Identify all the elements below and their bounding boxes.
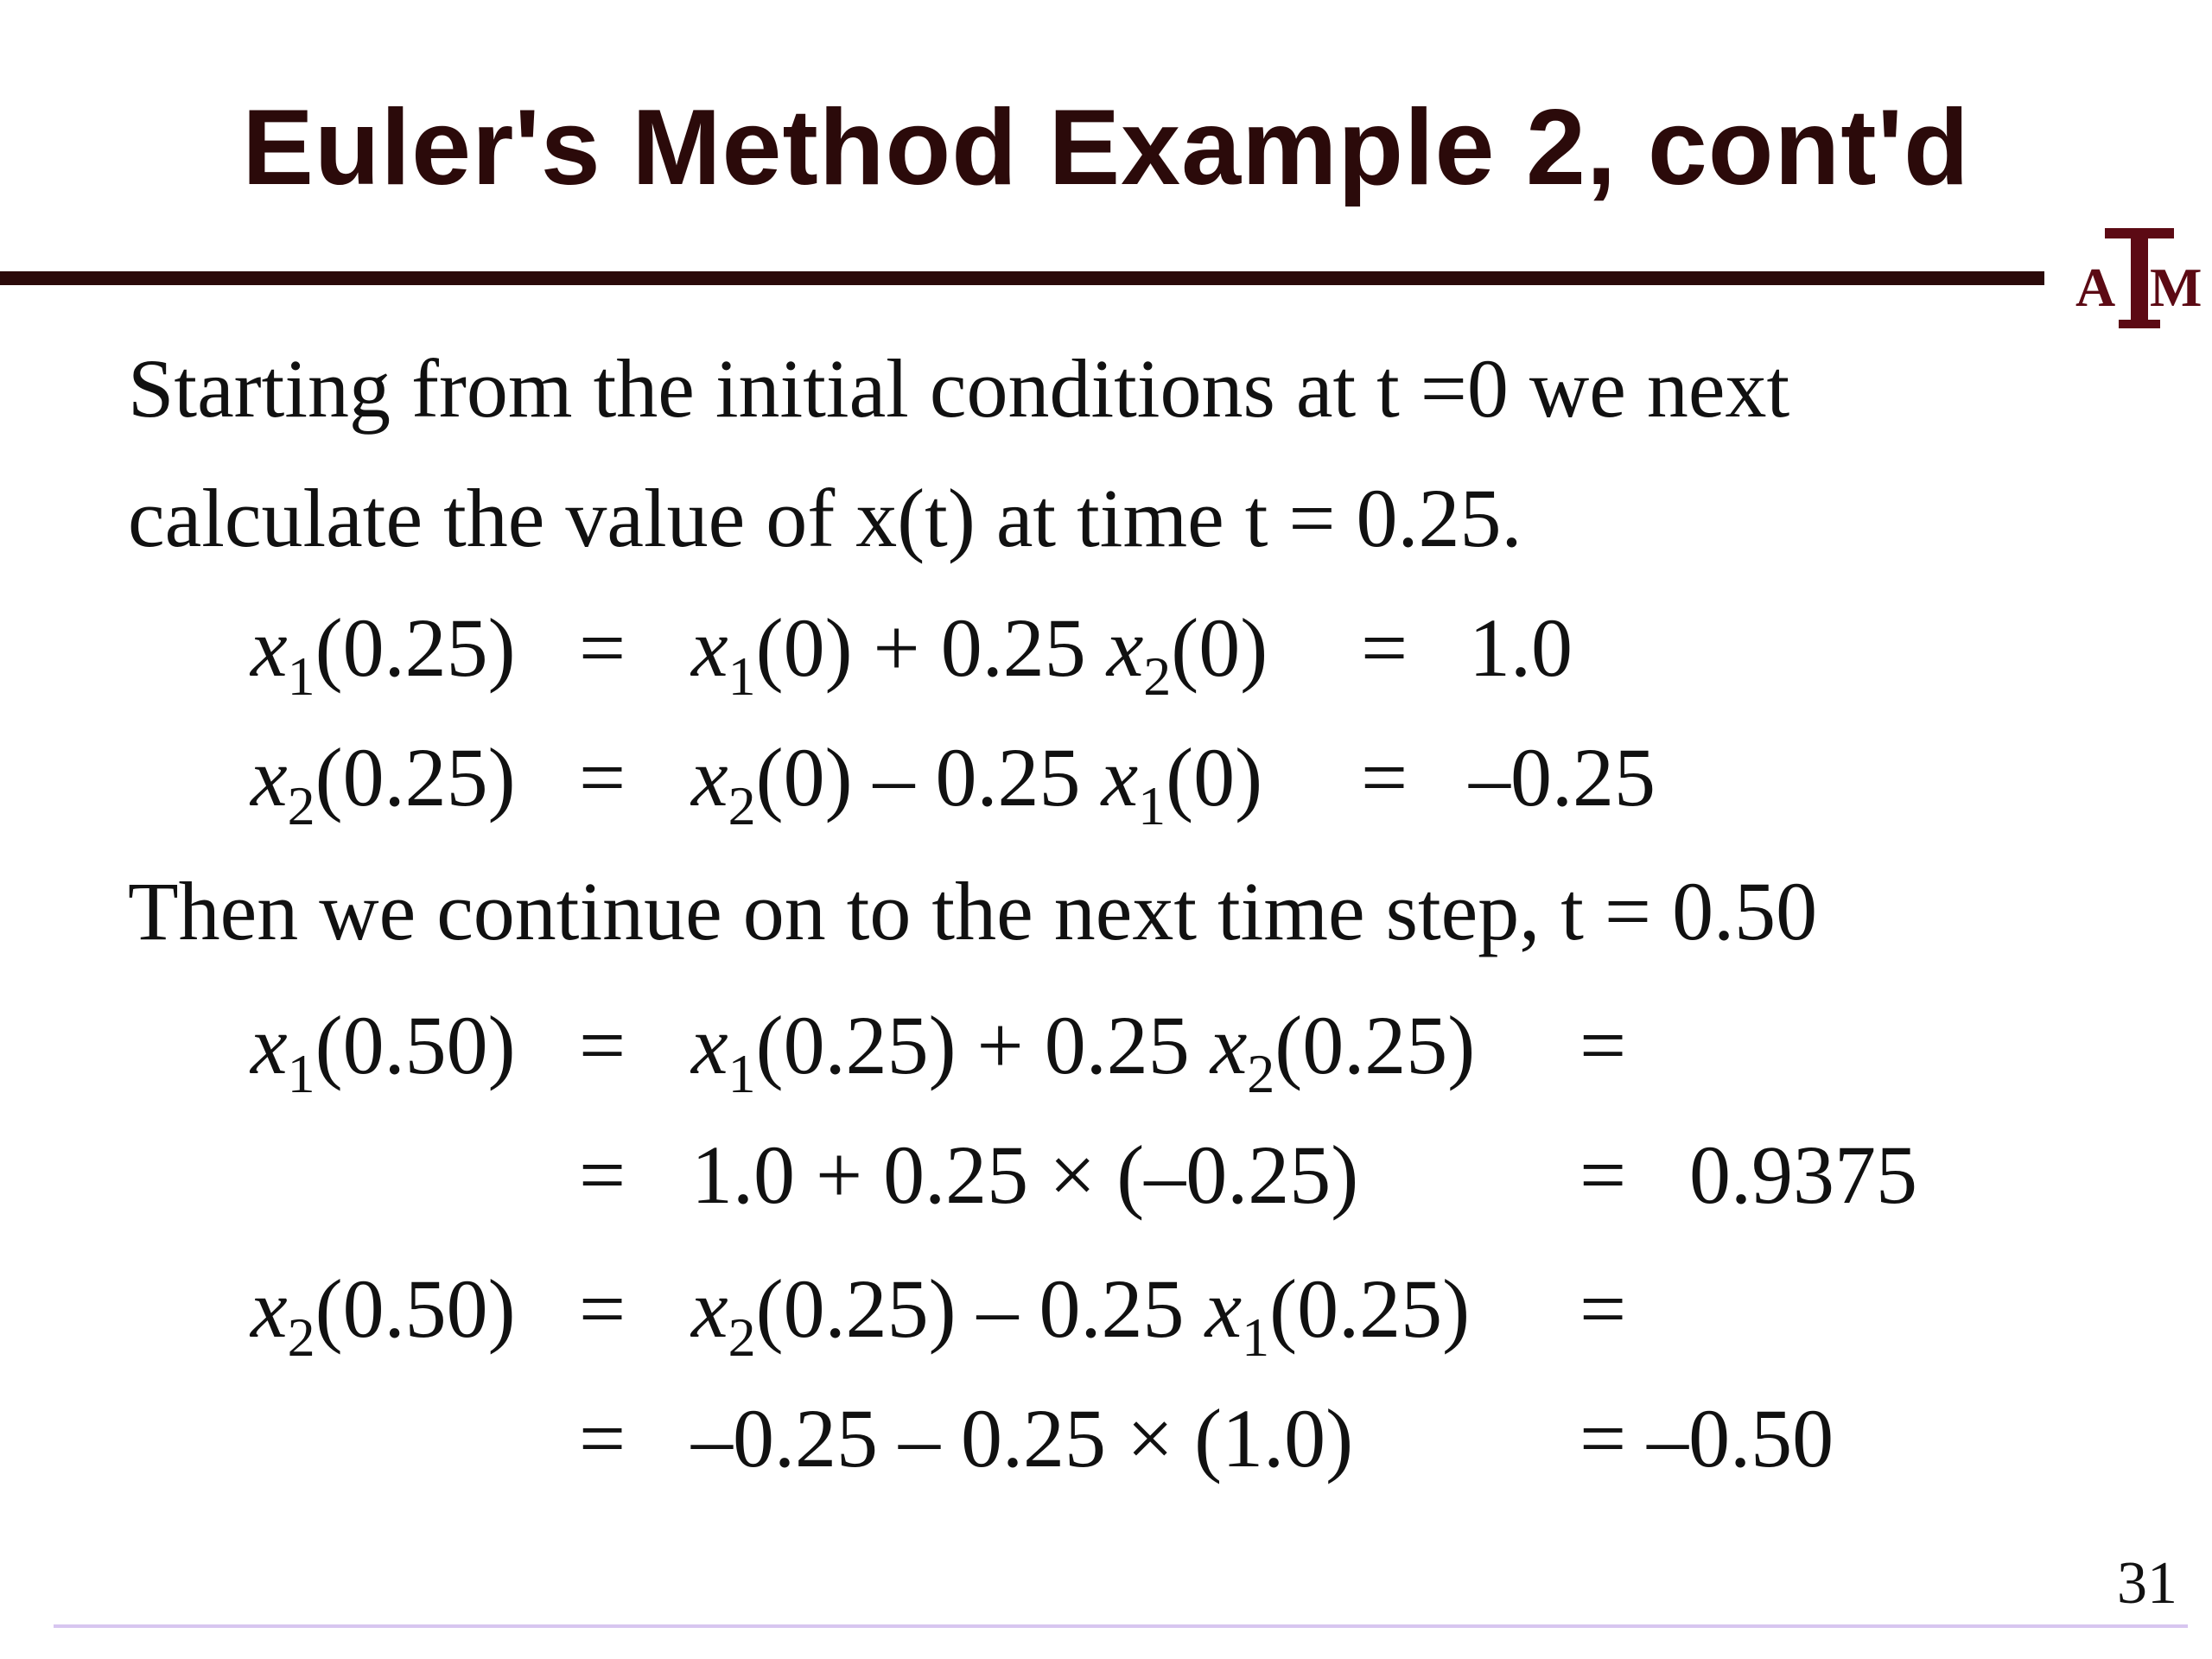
svg-text:M: M <box>2150 257 2202 318</box>
eq3-lhs: $x_1(0.50)$ <box>251 999 516 1104</box>
eq3-equals-2: = <box>1580 999 1627 1091</box>
page-number: 31 <box>2117 1550 2177 1617</box>
eq1-equals-2: = <box>1361 601 1408 694</box>
eq1-result: 1.0 <box>1469 601 1573 694</box>
title-divider <box>0 271 2044 285</box>
paragraph-intro-line1: Starting from the initial conditions at t =0 we next <box>128 342 1790 435</box>
eq2-equals-2: = <box>1361 731 1408 823</box>
eq5-equals-2: = <box>1580 1262 1627 1355</box>
eq5-rhs: $x_2(0.25) - 0.25$ $x_1(0.25)$ <box>691 1262 1471 1368</box>
eq4-equals-2: = <box>1580 1128 1627 1221</box>
paragraph-intro-line2: calculate the value of x(t) at time t = 0.25. <box>128 472 1522 564</box>
texas-am-logo <box>2074 226 2203 334</box>
footer-divider <box>54 1624 2188 1628</box>
eq2-result: –0.25 <box>1469 731 1656 823</box>
eq3-rhs: $x_1(0.25) + 0.25$ $x_2(0.25)$ <box>691 999 1476 1104</box>
eq4-result: 0.9375 <box>1689 1128 1917 1221</box>
eq6-rhs: –0.25 – 0.25 × (1.0) <box>691 1392 1354 1484</box>
eq5-equals: = <box>579 1262 626 1355</box>
eq5-lhs: $x_2(0.50)$ <box>251 1262 516 1368</box>
eq2-equals: = <box>579 731 626 823</box>
eq2-rhs: $x_2(0) - 0.25$ $x_1(0)$ <box>691 731 1263 836</box>
eq6-equals: = <box>579 1392 626 1484</box>
eq1-lhs: $x_1(0.25)$ <box>251 601 516 707</box>
paragraph-next-step: Then we continue on to the next time step, t = 0.50 <box>128 865 1818 957</box>
eq3-equals: = <box>579 999 626 1091</box>
eq1-rhs: $x_1(0) + 0.25$ $x_2(0)$ <box>691 601 1268 707</box>
eq6-result: = –0.50 <box>1580 1392 1834 1484</box>
eq1-equals: = <box>579 601 626 694</box>
slide-title: Euler's Method Example 2, cont'd <box>242 88 1970 207</box>
eq4-rhs: 1.0 + 0.25 × (–0.25) <box>691 1128 1359 1221</box>
svg-text:A: A <box>2075 257 2116 318</box>
eq4-equals: = <box>579 1128 626 1221</box>
eq2-lhs: $x_2(0.25)$ <box>251 731 516 836</box>
